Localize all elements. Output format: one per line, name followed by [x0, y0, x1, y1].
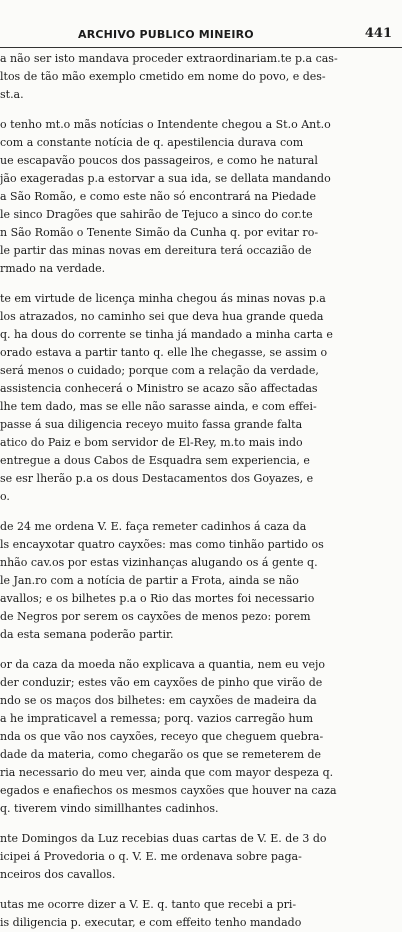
text-line: le Jan.ro com a notícia de partir a Frota, ainda se não — [0, 574, 299, 587]
text-line: ltos de tão mão exemplo cmetido em nome do povo, e des- — [0, 70, 326, 83]
text-line: se esr lherão p.a os dous Destacamentos dos Goyazes, e — [0, 472, 314, 485]
text-line: utas me ocorre dizer a V. E. q. tanto que recebi a pri- — [0, 898, 297, 911]
text-line: nceiros dos cavallos. — [0, 868, 116, 881]
text-line: com a constante notícia de q. apestilencia durava com — [0, 136, 304, 149]
paragraph — [0, 290, 402, 506]
paragraph — [0, 518, 402, 644]
text-line: avallos; e os bilhetes p.a o Rio das mortes foi necessario — [0, 592, 315, 605]
text-line: is diligencia p. executar, e com effeito tenho mandado — [0, 916, 302, 929]
text-line: ndo se os maços dos bilhetes: em cayxões de madeira da — [0, 694, 317, 707]
text-line: egados e enafiechos os mesmos cayxões que houver na caza — [0, 784, 337, 797]
paragraph — [0, 50, 402, 104]
text-line: de 24 me ordena V. E. faça remeter cadinhos á caza da — [0, 520, 307, 533]
text-line: a não ser isto mandava proceder extraordinariam.te p.a cas- — [0, 52, 338, 65]
text-line: assistencia conhecerá o Ministro se acazo são affectadas — [0, 382, 318, 395]
text-line: der conduzir; estes vão em cayxões de pinho que virão de — [0, 676, 323, 689]
page-number: 441 — [364, 26, 392, 41]
text-line: orado estava a partir tanto q. elle lhe chegasse, se assim o — [0, 346, 328, 359]
text-line: ls encayxotar quatro cayxões: mas como tinhão partido os — [0, 538, 324, 551]
text-line: los atrazados, no caminho sei que deva hua grande queda — [0, 310, 324, 323]
text-line: or da caza da moeda não explicava a quantia, nem eu vejo — [0, 658, 326, 671]
text-line: te em virtude de licença minha chegou ás minas novas p.a — [0, 292, 326, 305]
text-line: a São Romão, e como este não só encontrará na Piedade — [0, 190, 316, 203]
paragraph — [0, 896, 402, 932]
document-body — [0, 50, 402, 932]
text-line: será menos o cuidado; porque com a relação da verdade, — [0, 364, 319, 377]
text-line: le partir das minas novas em dereitura terá occazião de — [0, 244, 312, 257]
text-line: nte Domingos da Luz recebias duas cartas de V. E. de 3 do — [0, 832, 327, 845]
running-title: ARCHIVO PUBLICO MINEIRO — [78, 28, 254, 41]
text-line: ue escapavão poucos dos passageiros, e como he natural — [0, 154, 318, 167]
text-line: st.a. — [0, 88, 24, 101]
text-line: da esta semana poderão partir. — [0, 628, 174, 641]
text-line: n São Romão o Tenente Simão da Cunha q. por evitar ro- — [0, 226, 319, 239]
text-line: jão exageradas p.a estorvar a sua ida, se dellata mandando — [0, 172, 331, 185]
paragraph — [0, 116, 402, 278]
text-line: q. ha dous do corrente se tinha já mandado a minha carta e — [0, 328, 333, 341]
text-line: q. tiverem vindo simillhantes cadinhos. — [0, 802, 219, 815]
text-line: a he impraticavel a remessa; porq. vazios carregão hum — [0, 712, 314, 725]
text-line: o tenho mt.o mãs notícias o Intendente chegou a St.o Ant.o — [0, 118, 331, 131]
text-line: lhe tem dado, mas se elle não sarasse ainda, e com effei- — [0, 400, 317, 413]
paragraph — [0, 656, 402, 818]
text-line: de Negros por serem os cayxões de menos pezo: porem — [0, 610, 311, 623]
text-line: nhão cav.os por estas vizinhanças alugando os á gente q. — [0, 556, 318, 569]
text-line: atico do Paiz e bom servidor de El-Rey, m.to mais indo — [0, 436, 303, 449]
text-line: o. — [0, 490, 10, 503]
text-line: dade da materia, como chegarão os que se remeterem de — [0, 748, 322, 761]
header-rule — [0, 47, 402, 48]
text-line: ria necessario do meu ver, ainda que com mayor despeza q. — [0, 766, 334, 779]
text-line: passe á sua diligencia receyo muito fassa grande falta — [0, 418, 303, 431]
text-line: le sinco Dragões que sahirão de Tejuco a sinco do cor.te — [0, 208, 313, 221]
text-line: entregue a dous Cabos de Esquadra sem experiencia, e — [0, 454, 310, 467]
paragraph — [0, 830, 402, 884]
page-header — [0, 0, 402, 48]
text-line: rmado na verdade. — [0, 262, 106, 275]
text-line: icipei á Provedoria o q. V. E. me ordenava sobre paga- — [0, 850, 302, 863]
text-line: nda os que vão nos cayxões, receyo que cheguem quebra- — [0, 730, 324, 743]
